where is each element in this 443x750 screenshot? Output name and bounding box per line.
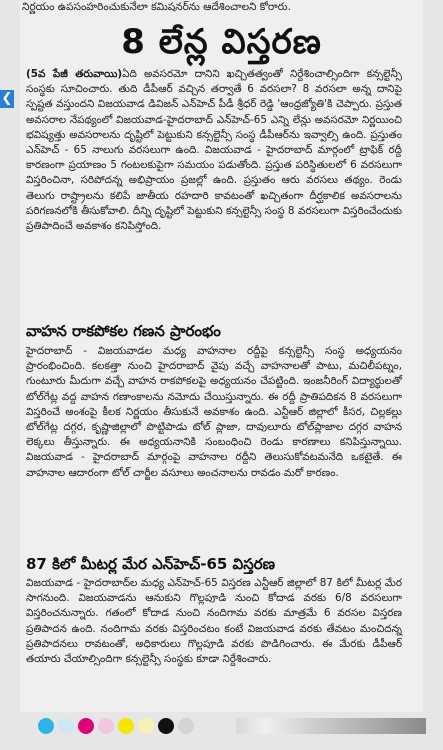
gray-swatch (178, 718, 194, 734)
section-1-text: ఏది అవసరమో దానిని ఖచ్చితత్వంతో నిర్దేశించాల్సిందిగా కన్సల్టెన్సీ సంస్థకు సూచించారు. తుది డీపీఆర్ వచ్చిన తర్వాతే 6 వరసలా? 8 వరసలా అన్న దానిపై స్పష్టత వస్తుందని విజయవాడ డివిజన్ ఎన్‌హెచ్ పీడీ శ్రీధర్ రెడ్డి 'ఆంధ్రజ్యోతి'కి చెప్పారు. ప్రస్తుత అవసరాల నేపథ్యంలో విజయవాడ-హైదరాబాద్ ఎన్‌హెచ్-65 ఎన్ని లేన్లు అవసరమో నిర్ణయించి భవిష్యత్తు అవసరాలను దృష్టిలో పెట్టుకుని కన్సల్టెన్సీ సంస్థ డీపీఆర్‌ను ఇవ్వాల్సి ఉంది. ప్రస్తుతం ఎన్‌హెచ్ - 65 నాలుగు వరసలుగా ఉంది. విజయవాడ - హైదరాబాద్ మార్గంలో ట్రాఫిక్ రద్దీ కారణంగా ప్రయాణం 5 గంటలకుపైగా సమయం పడుతోంది. ప్రస్తుత పరిస్థితులలో 6 వరసలుగా విస్తరించినా, సరిపోదన్న అభిప్రాయం ప్రజల్లో ఉంది. ప్రస్తుతం ఆరు వరసలు తథ్యం. రెండు తెలుగు రాష్ట్రాలను కలిపే జాతీయ రహదారి కావటంతో ఖచ్చితంగా దీర్ఘకాలిక అవసరాలను పరిగణనలోకి తీసుకోవాలి. దీన్ని దృష్టిలో పెట్టుకుని కన్సల్టెన్సీ సంస్థ 8 వరసలుగా విస్తరించేందుకు ప్రతిపాదించే అవకాశం కనిపిస్తోంది. (26, 68, 402, 233)
article-section-2 (26, 344, 402, 481)
cyan-swatch (38, 718, 54, 734)
headline: 8 లేన్ల విస్తరణ (121, 22, 322, 62)
article-section-1 (26, 67, 402, 234)
continued-note: (5వ పేజీ తరువాయి) (26, 68, 123, 80)
section-2-text: హైదరాబాద్ - విజయవాడల మధ్య వాహనాల రద్దీపై కన్సల్టెన్సీ సంస్థ అధ్యయనం ప్రారంభించింది. కలకత్తా నుంచి హైదరాబాద్ వైపు వచ్చే వాహనాలతో పాటు, మచిలీపట్నం, గుంటూరు మీదుగా వచ్చే వాహన రాకపోకలపై అధ్యయనం చేపట్టింది. ఇంజనీరింగ్ విద్యార్థులతో టోల్‌గేట్ల వద్ద వాహన గణాంకాలను నమోదు చేయిస్తున్నారు. ఈ రద్దీ ప్రాతిపదికన 8 వరసలుగా విస్తరించే అంశంపై కీలక నిర్ణయం తీసుకునే అవకాశం ఉంది. ఎన్టీఆర్ జిల్లాలో కీసర, చిల్లకల్లు టోల్‌గేట్ల దగ్గర, కృష్ణాజిల్లాలో పొట్టిపాడు టోల్ ప్లాజా, దావులూరు టోల్‌ప్లాజాల దగ్గర వాహన లెక్కలు తీస్తున్నారు. ఈ అధ్యయనానికి సంబంధించి రెండు కారణాలు కనిపిస్తున్నాయి. విజయవాడ - హైదరాబాద్ మార్గంపై వాహనాల రద్దీని తెలుసుకోవటమనేది ఒకటైతే. ఈ వాహనాల ఆదారంగా టోల్ చార్జీల వసూలు అంచనాలను రావడం మరో కారణం. (26, 345, 402, 479)
light-cyan-swatch (58, 718, 74, 734)
subheading-vehicle-count: వాహన రాకపోకల గణన ప్రారంభం (26, 322, 221, 340)
previous-article-line: నిర్ణయం ఉపసంహరించుకునేలా కమిషనర్‌ను ఆదేశించాలని కోరారు. (22, 1, 291, 13)
magenta-swatch (78, 718, 94, 734)
article-section-3 (26, 576, 402, 667)
subheading-87km: 87 కిలో మీటర్ల మేర ఎన్‌హెచ్-65 విస్తరణ (26, 555, 276, 573)
black-swatch (158, 718, 174, 734)
yellow-swatch (118, 718, 134, 734)
grayscale-bar (236, 718, 426, 734)
light-yellow-swatch (138, 718, 154, 734)
section-3-text: విజయవాడ - హైదరాబాద్‌ల మధ్య ఎన్‌హెచ్-65 విస్తరణ ఎన్టీఆర్ జిల్లాలో 87 కిలో మీటర్ల మేర సాగనుంది. విజయవాడను ఆనుకుని గొల్లపూడి నుంచి కోదాడ వరకు 6/8 వరసలుగా విస్తరించనున్నారు. గతంలో కోదాడ నుంచి నందిగామ వరకు మాత్రమే 6 వరసల విస్తరణ ప్రతిపాదన ఉంది. నందిగామ వరకు విస్తరించటం కంటే విజయవాడ వరకు తేవటం మంచిదన్న ప్రతిపాదనలు రావటంతో, అధికారులు గొల్లపూడి వరకు పొడిగించారు. ఈ మేరకు డీపీఆర్ తయారు చేయాల్సిందిగా కన్సల్టెన్సీ సంస్థకు కూడా నిర్దేశించారు. (26, 577, 402, 666)
light-magenta-swatch (98, 718, 114, 734)
color-registration-swatches (38, 718, 194, 738)
previous-arrow-icon[interactable]: ❮ (1, 91, 13, 106)
